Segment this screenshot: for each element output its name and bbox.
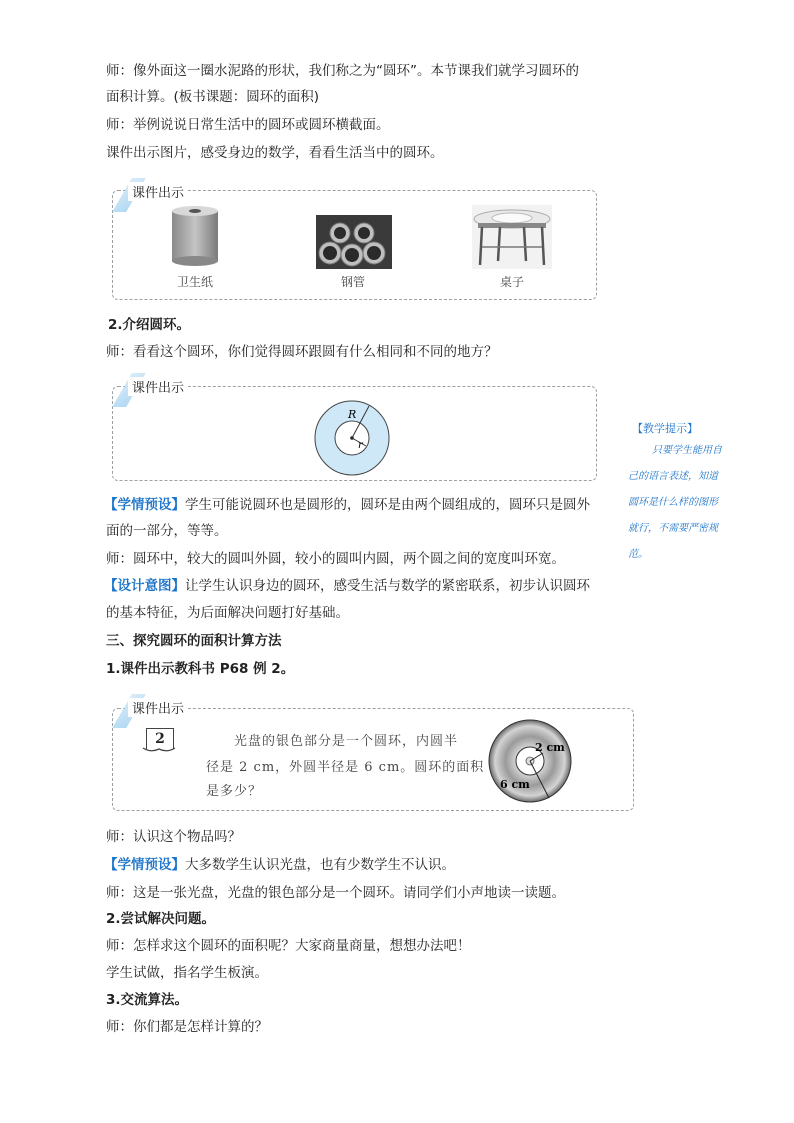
table-image	[472, 205, 552, 269]
label-outer-6cm: 6 cm	[500, 778, 530, 791]
tag-student-prediction: 【学情预设】	[104, 857, 185, 873]
paragraph-show-pictures: 课件出示图片，感受身边的数学，看看生活当中的圆环。	[106, 145, 444, 161]
label-inner-2cm: 2 cm	[535, 741, 565, 754]
label-outer-radius: R	[348, 408, 357, 421]
paragraph-students-try: 学生试做，指名学生板演。	[106, 965, 268, 981]
paragraph-examples: 师：举例说说日常生活中的圆环或圆环横截面。	[106, 117, 390, 133]
subheading-exchange-methods: 3.交流算法。	[106, 992, 189, 1008]
toilet-paper-image	[170, 205, 220, 267]
example-text-line2: 径是 2 cm，外圆半径是 6 cm。圆环的面积	[206, 760, 485, 775]
paragraph-cd-intro: 师：这是一张光盘，光盘的银色部分是一个圆环。请同学们小声地读一读题。	[106, 885, 565, 901]
student-prediction-1-cont: 面的一部分，等等。	[106, 523, 228, 539]
example-text-line1: 光盘的银色部分是一个圆环，内圆半	[234, 734, 459, 749]
teaching-tip-line: 圆环是什么样的图形	[628, 497, 718, 508]
teaching-tip-line: 范。	[628, 549, 648, 560]
teaching-tip-line: 就行，不需要严密规	[628, 523, 718, 534]
subheading-show-example: 1.课件出示教科书 P68 例 2。	[106, 661, 295, 677]
ring-diagram	[312, 398, 392, 478]
book-icon	[142, 747, 176, 753]
teaching-tip-title: 【教学提示】	[632, 422, 698, 435]
question-recognize-item: 师：认识这个物品吗？	[106, 829, 241, 845]
design-intent: 【设计意图】让学生认识身边的圆环，感受生活与数学的紧密联系，初步认识圆环	[104, 578, 590, 594]
teaching-tip-line: 己的语言表述，知道	[628, 471, 718, 482]
steel-pipes-image	[316, 215, 392, 269]
paragraph-how-calculated: 师：你们都是怎样计算的？	[106, 1019, 268, 1035]
caption-table: 桌子	[499, 275, 524, 289]
paragraph-how-to-find-area: 师：怎样求这个圆环的面积呢？大家商量商量，想想办法吧！	[106, 938, 471, 954]
section-three-heading: 三、探究圆环的面积计算方法	[106, 633, 282, 649]
teaching-tip-line: 只要学生能用自	[652, 445, 722, 456]
example-text-line3: 是多少？	[206, 784, 263, 799]
student-prediction-1: 【学情预设】学生可能说圆环也是圆形的，圆环是由两个圆组成的，圆环只是圆外	[104, 497, 590, 513]
box-label: 课件出示	[128, 698, 188, 717]
cd-disc-image	[487, 718, 573, 804]
label-inner-radius: r	[358, 440, 363, 451]
caption-toilet-paper: 卫生纸	[176, 275, 213, 289]
heading-introduce-ring: 2.介绍圆环。	[108, 317, 191, 333]
question-ring-vs-circle: 师：看看这个圆环，你们觉得圆环跟圆有什么相同和不同的地方？	[106, 344, 498, 360]
paragraph-intro-line1: 师：像外面这一圈水泥路的形状，我们称之为“圆环”。本节课我们就学习圆环的	[106, 63, 579, 79]
tag-design-intent: 【设计意图】	[104, 578, 185, 594]
student-prediction-2: 【学情预设】大多数学生认识光盘，也有少数学生不认识。	[104, 857, 455, 873]
box-label: 课件出示	[128, 377, 188, 396]
caption-steel-pipe: 钢管	[340, 275, 365, 289]
paragraph-ring-terms: 师：圆环中，较大的圆叫外圆，较小的圆叫内圆，两个圆之间的宽度叫环宽。	[106, 551, 565, 567]
example-number-badge: 2	[146, 728, 174, 749]
design-intent-cont: 的基本特征，为后面解决问题打好基础。	[106, 605, 349, 621]
paragraph-intro-line2: 面积计算。(板书课题：圆环的面积)	[106, 89, 320, 105]
subheading-try-solve: 2.尝试解决问题。	[106, 911, 216, 927]
box-label: 课件出示	[128, 182, 188, 201]
tag-student-prediction: 【学情预设】	[104, 497, 185, 513]
